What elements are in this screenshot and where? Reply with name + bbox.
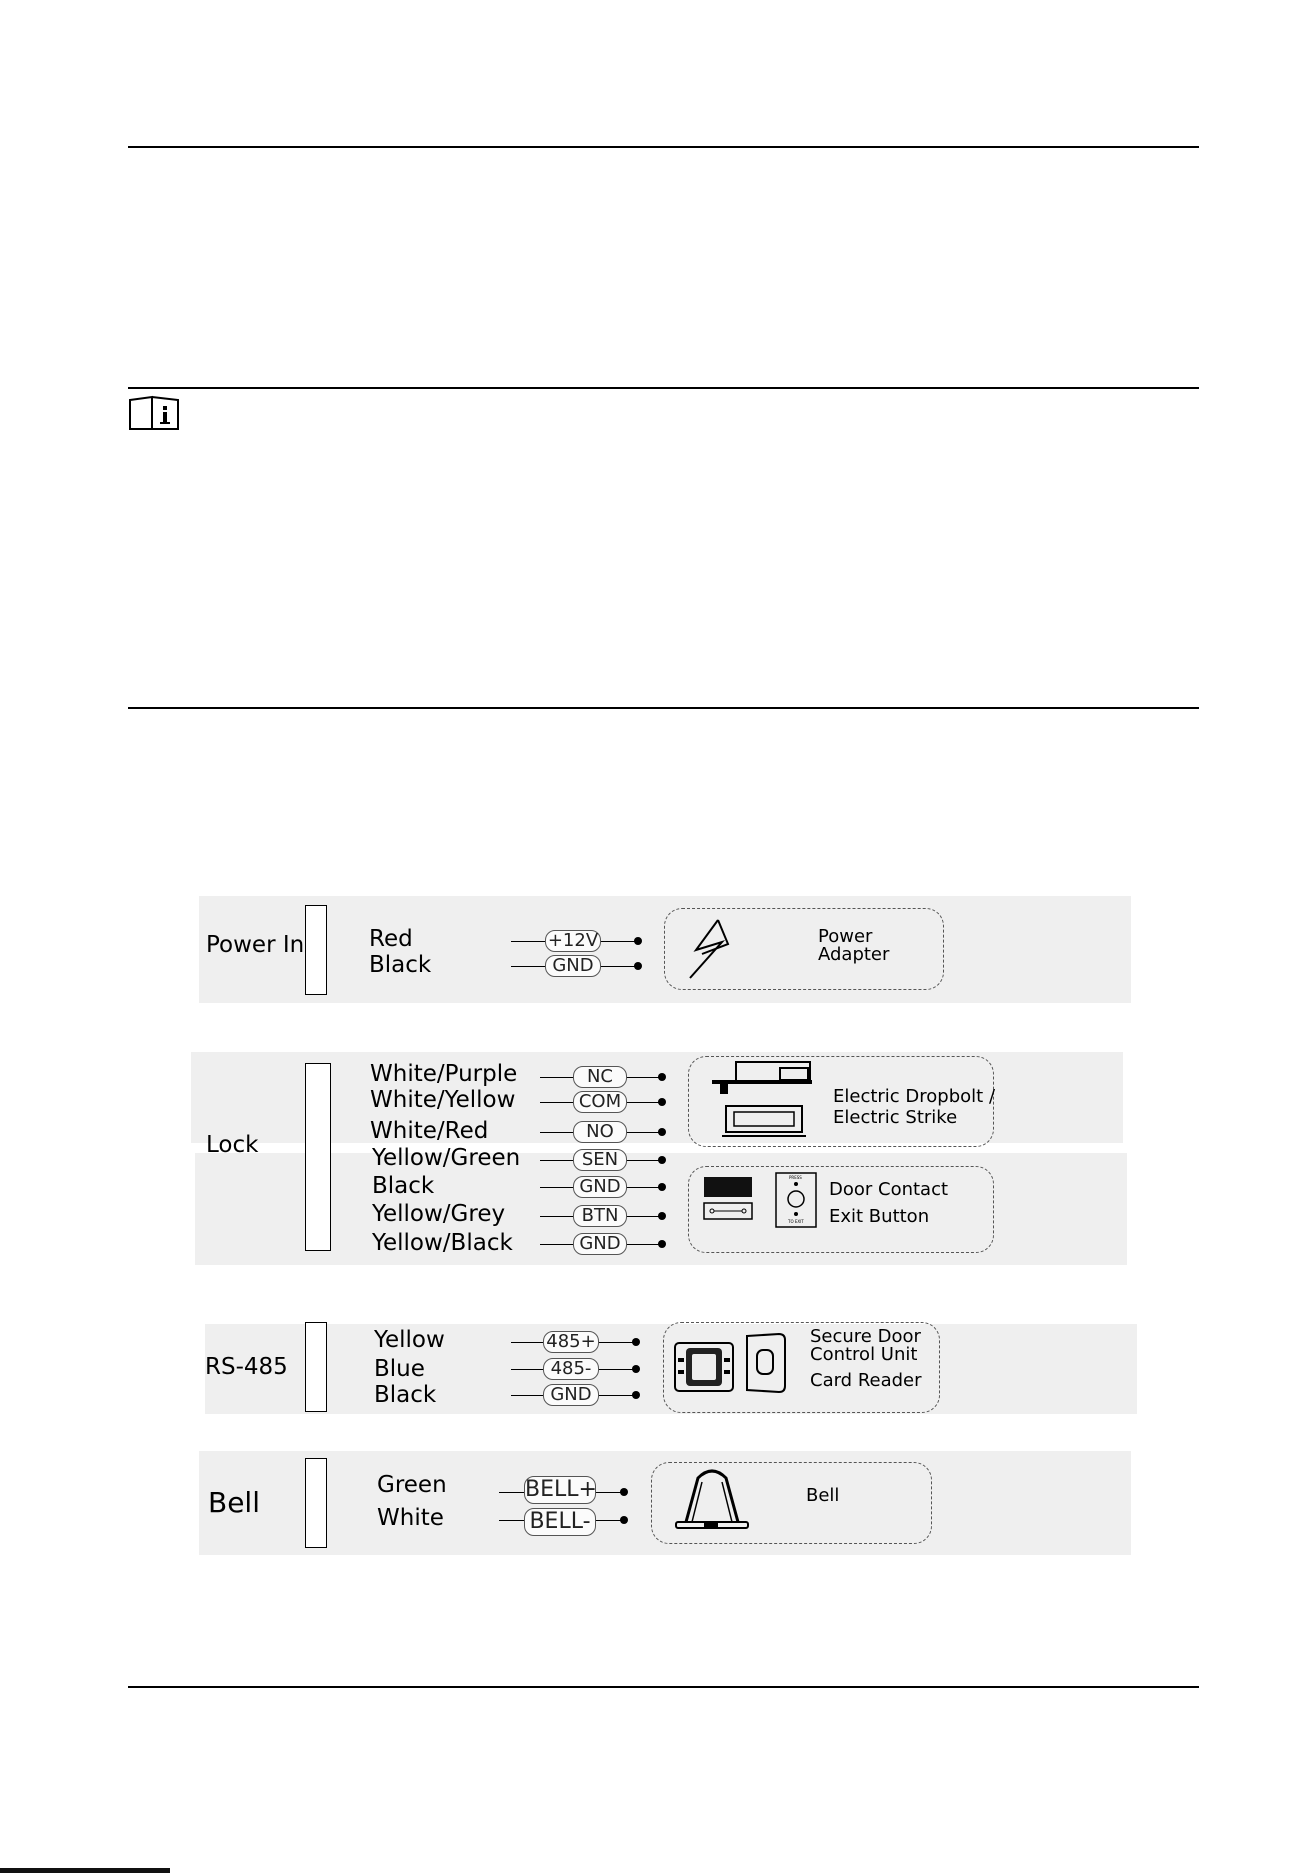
bell-wire-white: White xyxy=(377,1505,444,1531)
bell-icon xyxy=(674,1466,750,1536)
pin-gnd: GND xyxy=(545,955,601,977)
pin-485-minus: 485- xyxy=(543,1358,599,1380)
rs485-terminal-block xyxy=(305,1322,327,1412)
rs485-group-label: RS-485 xyxy=(205,1354,288,1380)
lock-wire-3: White/Red xyxy=(370,1118,489,1144)
footer-rule xyxy=(128,1686,1199,1688)
bell-wire-green: Green xyxy=(377,1472,447,1498)
lock-wire-2: White/Yellow xyxy=(370,1087,516,1113)
lock-group-label: Lock xyxy=(206,1132,259,1158)
note-book-icon xyxy=(128,396,180,431)
pin-nc: NC xyxy=(573,1066,627,1088)
control-unit-line2: Control Unit xyxy=(810,1344,918,1365)
power-wire-red: Red xyxy=(369,926,413,952)
bell-terminal-block xyxy=(305,1458,327,1548)
pin-dot xyxy=(658,1156,666,1164)
card-reader-icon xyxy=(745,1332,787,1394)
exit-button-text-bottom: TO EXIT xyxy=(788,1219,804,1224)
power-group-label: Power In xyxy=(206,932,305,958)
bell-device-label: Bell xyxy=(806,1485,840,1506)
pin-dot xyxy=(632,1365,640,1373)
pin-bell-plus: BELL+ xyxy=(525,1477,597,1502)
door-contact-line2: Exit Button xyxy=(829,1206,930,1227)
pin-dot xyxy=(620,1488,628,1496)
pin-dot xyxy=(634,962,642,970)
lightning-icon xyxy=(688,918,734,980)
pin-dot xyxy=(658,1098,666,1106)
note-top-rule xyxy=(128,387,1199,389)
note-bottom-rule xyxy=(128,707,1199,709)
pin-dot xyxy=(658,1183,666,1191)
bell-group-label: Bell xyxy=(208,1486,260,1519)
pin-dot xyxy=(658,1212,666,1220)
door-contact-line1: Door Contact xyxy=(829,1179,949,1200)
door-contact-icon xyxy=(703,1176,753,1222)
control-unit-line1: Secure Door xyxy=(810,1326,921,1347)
pin-bell-minus: BELL- xyxy=(524,1508,596,1536)
lock-wire-7: Yellow/Black xyxy=(372,1230,513,1256)
rs485-wire-2: Blue xyxy=(374,1356,425,1382)
card-reader-label: Card Reader xyxy=(810,1370,922,1391)
lock-wire-6: Yellow/Grey xyxy=(372,1201,506,1227)
power-adapter-line1: Power xyxy=(818,926,873,947)
electric-strike-icon xyxy=(710,1060,820,1140)
lock-wire-5: Black xyxy=(372,1173,435,1199)
pin-gnd: GND xyxy=(573,1233,627,1255)
pin-dot xyxy=(658,1240,666,1248)
pin-no: NO xyxy=(573,1121,627,1143)
exit-button-text-top: PRESS xyxy=(789,1175,802,1180)
power-wire-black: Black xyxy=(369,952,432,978)
power-adapter-line2: Adapter xyxy=(818,944,890,965)
pin-12v: +12V xyxy=(545,930,601,952)
pin-gnd: GND xyxy=(543,1384,599,1406)
page-edge-mark xyxy=(0,1868,170,1873)
lock-wire-1: White/Purple xyxy=(370,1061,518,1087)
pin-dot xyxy=(658,1128,666,1136)
pin-sen: SEN xyxy=(573,1149,627,1171)
pin-btn: BTN xyxy=(573,1205,627,1227)
pin-dot xyxy=(632,1338,640,1346)
pin-dot xyxy=(634,937,642,945)
pin-485-plus: 485+ xyxy=(543,1331,599,1353)
pin-gnd: GND xyxy=(573,1176,627,1198)
pin-dot xyxy=(620,1516,628,1524)
power-terminal-block xyxy=(305,905,327,995)
lock-terminal-block xyxy=(305,1063,331,1251)
strike-line2: Electric Strike xyxy=(833,1107,958,1128)
pin-dot xyxy=(632,1391,640,1399)
rs485-wire-3: Black xyxy=(374,1382,437,1408)
top-rule xyxy=(128,146,1199,148)
lock-wire-4: Yellow/Green xyxy=(372,1145,521,1171)
pin-com: COM xyxy=(573,1091,627,1113)
strike-line1: Electric Dropbolt / xyxy=(833,1086,996,1107)
control-unit-icon xyxy=(674,1342,734,1392)
rs485-wire-1: Yellow xyxy=(374,1327,445,1353)
pin-dot xyxy=(658,1073,666,1081)
